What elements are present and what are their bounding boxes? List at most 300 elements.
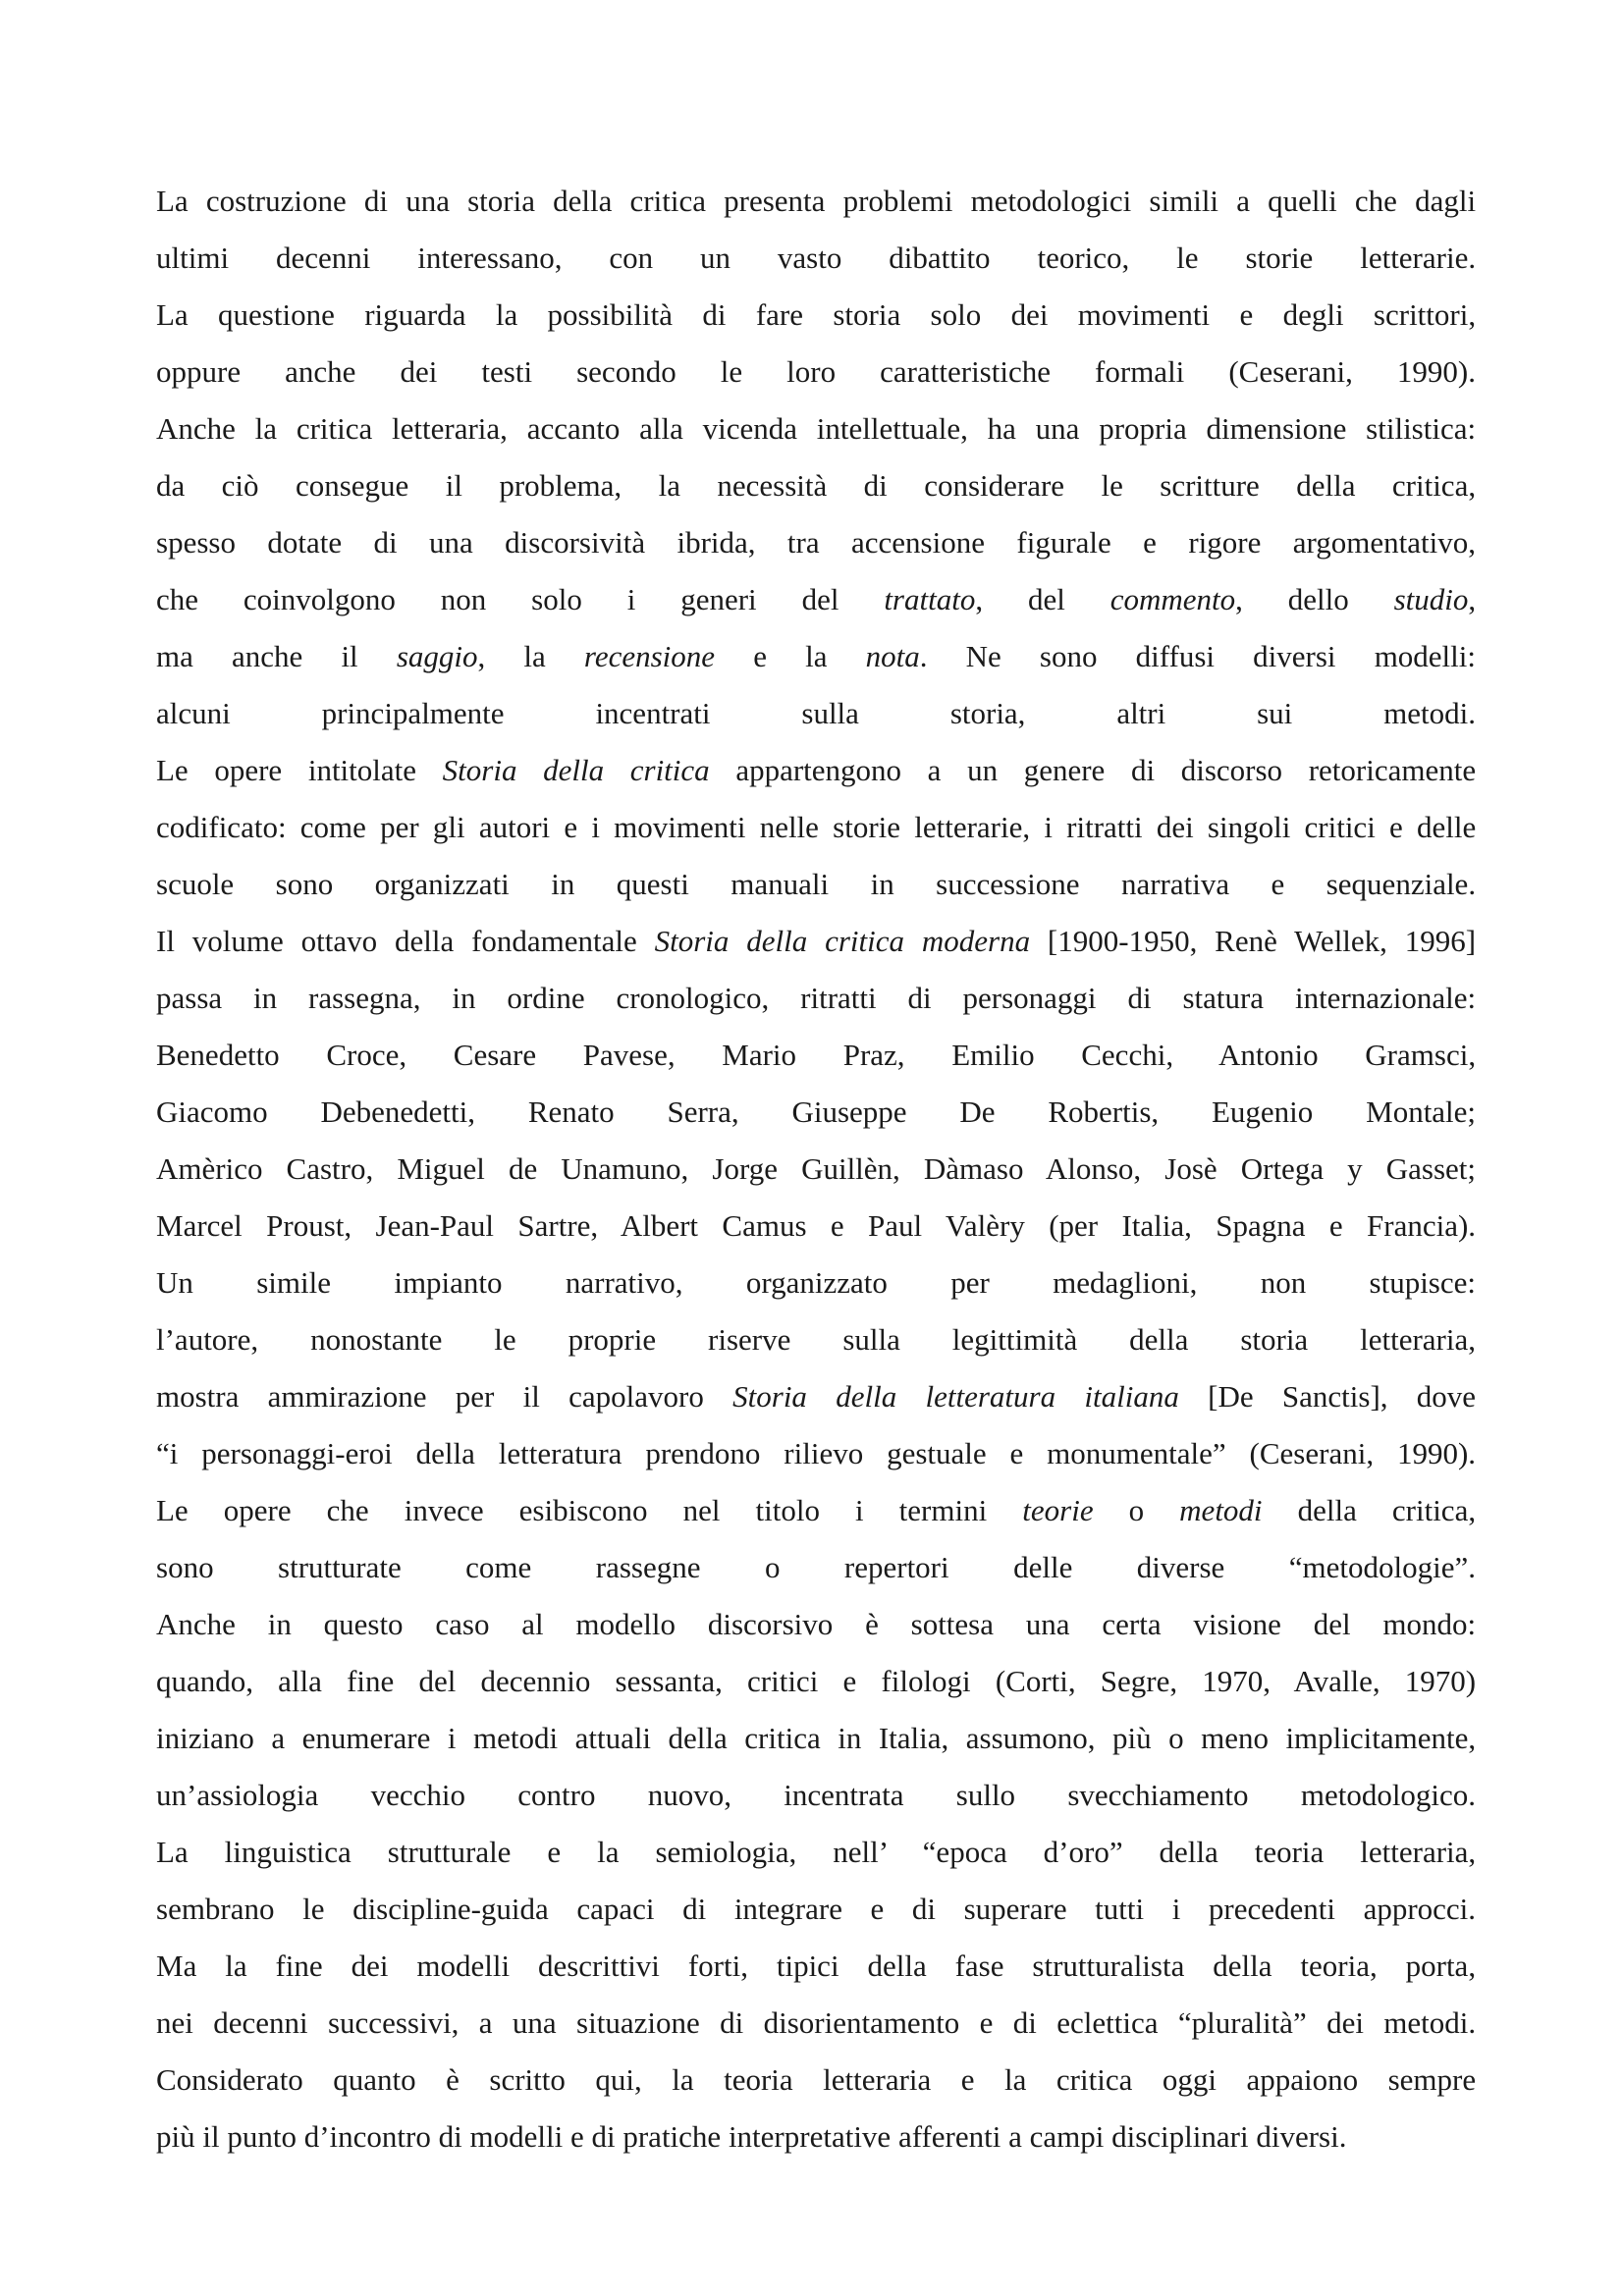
word: anche xyxy=(285,354,356,389)
text-line xyxy=(156,1425,1476,1482)
word: disorientamento xyxy=(763,2005,960,2040)
word: Spagna xyxy=(1216,1208,1306,1243)
word: del xyxy=(1027,582,1065,616)
word: nel xyxy=(682,1493,721,1527)
word: la xyxy=(1004,2062,1027,2097)
word: non xyxy=(1260,1265,1307,1300)
word: campi xyxy=(1029,2119,1105,2154)
word: riguarda xyxy=(364,297,466,332)
word: capolavoro xyxy=(568,1379,704,1414)
word: singoli xyxy=(1207,810,1291,844)
word: critica xyxy=(629,184,706,218)
word: strutturale xyxy=(387,1835,512,1869)
word: , xyxy=(975,582,984,616)
text-line xyxy=(156,230,1476,287)
word: e xyxy=(547,1835,562,1869)
word: legittimità xyxy=(951,1322,1078,1357)
word: problemi xyxy=(842,184,953,218)
word: meno xyxy=(1201,1721,1269,1755)
italic-word: Storia xyxy=(442,753,517,787)
word: vecchio xyxy=(370,1778,465,1812)
word: l’autore, xyxy=(156,1322,259,1357)
word: il xyxy=(522,1379,540,1414)
word: di xyxy=(591,2119,616,2154)
word: storia xyxy=(1240,1322,1309,1357)
word: e xyxy=(564,810,578,844)
word: sempre xyxy=(1387,2062,1477,2097)
word: del xyxy=(418,1664,457,1698)
word: storia xyxy=(467,184,535,218)
word: con xyxy=(609,240,654,275)
word: modelli xyxy=(469,2119,564,2154)
word: dimensione xyxy=(1206,411,1347,446)
italic-word: commento xyxy=(1109,582,1236,616)
word: questo xyxy=(323,1607,404,1641)
word: esibiscono xyxy=(518,1493,648,1527)
word: caratteristiche xyxy=(880,354,1051,389)
word: di xyxy=(438,2119,462,2154)
word: . xyxy=(919,639,928,673)
italic-word: studio xyxy=(1393,582,1469,616)
word: appaiono xyxy=(1246,2062,1359,2097)
italic-word: italiana xyxy=(1084,1379,1179,1414)
word: la xyxy=(597,1835,620,1869)
word: critica, xyxy=(1391,1493,1477,1527)
word: Cecchi, xyxy=(1081,1038,1174,1072)
word: le xyxy=(302,1892,325,1926)
word: la xyxy=(495,297,518,332)
word: punto xyxy=(227,2119,297,2154)
word: gli xyxy=(432,810,465,844)
word: Avalle, xyxy=(1293,1664,1380,1698)
word: intellettuale, xyxy=(816,411,968,446)
word: argomentativo, xyxy=(1292,525,1476,560)
word: sullo xyxy=(955,1778,1016,1812)
italic-word: della xyxy=(543,753,605,787)
word: Unamuno, xyxy=(561,1151,689,1186)
word: Jean-Paul xyxy=(375,1208,495,1243)
word: Renè xyxy=(1215,924,1277,958)
word: rassegne xyxy=(595,1550,701,1584)
word: di xyxy=(863,468,888,503)
word: fase xyxy=(954,1949,1004,1983)
word: il xyxy=(202,2119,220,2154)
word: letteraria, xyxy=(392,411,508,446)
word: un xyxy=(967,753,999,787)
text-line xyxy=(156,1311,1476,1368)
word: critica xyxy=(1055,2062,1133,2097)
word: Praz, xyxy=(842,1038,905,1072)
word: mostra xyxy=(156,1379,240,1414)
word: [1900-1950, xyxy=(1047,924,1198,958)
italic-word: critica xyxy=(825,924,905,958)
word: fare xyxy=(755,297,803,332)
word: Paul xyxy=(868,1208,923,1243)
word: critica, xyxy=(1391,468,1477,503)
word: una xyxy=(406,184,450,218)
word: Ortega xyxy=(1240,1151,1325,1186)
word: ammirazione xyxy=(267,1379,427,1414)
word: eclettica xyxy=(1056,2005,1159,2040)
word: è xyxy=(446,2062,460,2097)
word: storia xyxy=(833,297,901,332)
word: Amèrico xyxy=(156,1151,263,1186)
word: più xyxy=(156,2119,195,2154)
word: a xyxy=(1236,184,1250,218)
word: visione xyxy=(1193,1607,1281,1641)
word: Valèry xyxy=(945,1208,1025,1243)
word: fine xyxy=(275,1949,323,1983)
text-line xyxy=(156,1767,1476,1824)
word: Un xyxy=(156,1265,193,1300)
word: Eugenio xyxy=(1211,1095,1314,1129)
word: nell’ xyxy=(833,1835,887,1869)
word: Alonso, xyxy=(1045,1151,1142,1186)
word: approcci. xyxy=(1363,1892,1477,1926)
word: cronologico, xyxy=(616,981,770,1015)
word: e xyxy=(1328,1208,1343,1243)
word: per xyxy=(455,1379,495,1414)
word: svecchiamento xyxy=(1067,1778,1249,1812)
italic-word: teorie xyxy=(1022,1493,1094,1527)
word: e xyxy=(830,1208,844,1243)
word: discorsività xyxy=(505,525,646,560)
text-line xyxy=(156,628,1476,685)
word: Il xyxy=(156,924,175,958)
word: d’incontro xyxy=(303,2119,431,2154)
word: di xyxy=(363,184,389,218)
italic-word: Storia xyxy=(732,1379,807,1414)
word: la xyxy=(658,468,680,503)
word: Proust, xyxy=(266,1208,352,1243)
word: di xyxy=(1130,753,1156,787)
word: de xyxy=(508,1151,538,1186)
word: critici xyxy=(1304,810,1376,844)
word: metodi xyxy=(472,1721,559,1755)
word: Cesare xyxy=(453,1038,537,1072)
word: Renato xyxy=(527,1095,615,1129)
word: principalmente xyxy=(321,696,505,730)
text-line xyxy=(156,1482,1476,1539)
word: costruzione xyxy=(205,184,347,218)
word: decenni xyxy=(275,240,371,275)
word: altri xyxy=(1116,696,1166,730)
word: oggi xyxy=(1162,2062,1217,2097)
word: quando, xyxy=(156,1664,254,1698)
word: proprie xyxy=(568,1322,657,1357)
word: dello xyxy=(1287,582,1349,616)
word: sulla xyxy=(842,1322,900,1357)
word: una xyxy=(1025,1607,1070,1641)
word: scritture xyxy=(1160,468,1260,503)
word: medaglioni, xyxy=(1053,1265,1198,1300)
word: necessità xyxy=(717,468,828,503)
word: e xyxy=(1271,867,1285,901)
word: Debenedetti, xyxy=(320,1095,475,1129)
word: ordine xyxy=(507,981,585,1015)
text-line xyxy=(156,970,1476,1027)
word: sui xyxy=(1257,696,1293,730)
word: forti, xyxy=(687,1949,748,1983)
word: Albert xyxy=(620,1208,699,1243)
word: della xyxy=(668,1721,728,1755)
word: narrativa xyxy=(1120,867,1230,901)
word: le xyxy=(494,1322,516,1357)
word: dei xyxy=(1010,297,1049,332)
italic-word: letteratura xyxy=(925,1379,1056,1414)
text-line xyxy=(156,1653,1476,1710)
word: Giuseppe xyxy=(791,1095,907,1129)
word: incentrata xyxy=(784,1778,904,1812)
word: della xyxy=(867,1949,927,1983)
word: certa xyxy=(1102,1607,1162,1641)
word: spesso xyxy=(156,525,236,560)
word: strutturate xyxy=(278,1550,402,1584)
word: letteraria, xyxy=(1360,1322,1476,1357)
word: Wellek, xyxy=(1294,924,1387,958)
word: dei xyxy=(1156,810,1194,844)
word: contro xyxy=(517,1778,596,1812)
word: ottavo xyxy=(300,924,378,958)
word: Marcel xyxy=(156,1208,243,1243)
word: al xyxy=(521,1607,544,1641)
text-line xyxy=(156,287,1476,344)
word: sono xyxy=(1039,639,1098,673)
word: loro xyxy=(786,354,837,389)
word: La xyxy=(156,1835,189,1869)
word: Serra, xyxy=(667,1095,739,1129)
word: Josè xyxy=(1164,1151,1217,1186)
word: una xyxy=(429,525,473,560)
word: intitolate xyxy=(307,753,417,787)
word: una xyxy=(512,2005,557,2040)
word: le xyxy=(1176,240,1199,275)
word: e xyxy=(1389,810,1403,844)
word: sono xyxy=(156,1550,214,1584)
word: e xyxy=(960,2062,975,2097)
word: 1990). xyxy=(1396,1436,1477,1470)
word: afferenti xyxy=(897,2119,1001,2154)
word: sulla xyxy=(801,696,859,730)
text-line xyxy=(156,1368,1476,1425)
word: disciplinari xyxy=(1111,2119,1249,2154)
word: Dàmaso xyxy=(923,1151,1024,1186)
text-line xyxy=(156,1539,1476,1596)
word: in xyxy=(452,981,476,1015)
word: integrare xyxy=(733,1892,842,1926)
text-line xyxy=(156,913,1476,970)
word: Castro, xyxy=(286,1151,374,1186)
word: un’assiologia xyxy=(156,1778,319,1812)
word: e xyxy=(569,2119,584,2154)
word: coinvolgono xyxy=(243,582,396,616)
word: il xyxy=(445,468,462,503)
word: e xyxy=(842,1664,857,1698)
word: Guillèn, xyxy=(801,1151,900,1186)
word: e xyxy=(1143,525,1157,560)
word: retoricamente xyxy=(1308,753,1477,787)
word: di xyxy=(1012,2005,1037,2040)
word: Le xyxy=(156,1493,189,1527)
word: e xyxy=(753,639,767,673)
word: letteratura xyxy=(498,1436,622,1470)
word: secondo xyxy=(576,354,676,389)
word: la xyxy=(523,639,546,673)
word: decennio xyxy=(480,1664,591,1698)
word: semiologia, xyxy=(655,1835,797,1869)
word: quanto xyxy=(333,2062,416,2097)
word: propria xyxy=(1099,411,1187,446)
word: della xyxy=(1297,1493,1357,1527)
word: in xyxy=(267,1607,292,1641)
word: consegue xyxy=(295,468,409,503)
word: scuole xyxy=(156,867,235,901)
word: De xyxy=(959,1095,996,1129)
word: letterarie. xyxy=(1360,240,1477,275)
text-line xyxy=(156,457,1476,514)
word: vicenda xyxy=(702,411,798,446)
word: Antonio xyxy=(1218,1038,1319,1072)
word: (Ceserani, xyxy=(1228,354,1353,389)
word: opere xyxy=(214,753,283,787)
word: questione xyxy=(218,297,335,332)
word: narrativo, xyxy=(565,1265,683,1300)
word: come xyxy=(465,1550,532,1584)
word: ma xyxy=(156,639,193,673)
italic-word: della xyxy=(836,1379,897,1414)
word: linguistica xyxy=(224,1835,352,1869)
word: teoria xyxy=(724,2062,793,2097)
word: un xyxy=(700,240,731,275)
word: interpretative xyxy=(728,2119,892,2154)
word: pratiche xyxy=(622,2119,722,2154)
word: fine xyxy=(347,1664,395,1698)
word: alcuni xyxy=(156,696,231,730)
word: Croce, xyxy=(326,1038,407,1072)
word: Considerato xyxy=(156,2062,303,2097)
word: “epoca xyxy=(922,1835,1007,1869)
word: i xyxy=(591,810,600,844)
word: 1990). xyxy=(1396,354,1476,389)
word: solo xyxy=(531,582,582,616)
word: la xyxy=(672,2062,694,2097)
word: Benedetto xyxy=(156,1038,280,1072)
text-line xyxy=(156,799,1476,856)
text-line xyxy=(156,2052,1476,2109)
word: una xyxy=(1035,411,1080,446)
word: dei xyxy=(1326,2005,1364,2040)
word: il xyxy=(341,639,358,673)
word: la xyxy=(225,1949,247,1983)
word: ha xyxy=(987,411,1016,446)
word: per xyxy=(950,1265,990,1300)
word: 1970, xyxy=(1202,1664,1271,1698)
word: da xyxy=(156,468,186,503)
word: tutti xyxy=(1095,1892,1145,1926)
text-line xyxy=(156,685,1476,742)
word: dibattito xyxy=(889,240,991,275)
text-line xyxy=(156,1084,1476,1141)
word: “metodologie”. xyxy=(1288,1550,1477,1584)
word: più xyxy=(1111,1721,1152,1755)
word: diverse xyxy=(1136,1550,1225,1584)
word: di xyxy=(373,525,398,560)
word: 1970) xyxy=(1404,1664,1477,1698)
word: decenni xyxy=(213,2005,308,2040)
word: critica xyxy=(296,411,373,446)
word: gestuale xyxy=(887,1436,987,1470)
word: in xyxy=(838,1721,862,1755)
word: degli xyxy=(1282,297,1344,332)
word: delle xyxy=(1416,810,1477,844)
word: letteraria, xyxy=(1360,1835,1477,1869)
word: della xyxy=(1213,1949,1272,1983)
italic-word: metodi xyxy=(1179,1493,1263,1527)
word: volume xyxy=(191,924,284,958)
word: , xyxy=(1468,582,1477,616)
text-line xyxy=(156,1710,1476,1767)
word: letteraria xyxy=(823,2062,932,2097)
word: nuovo, xyxy=(647,1778,731,1812)
text-line xyxy=(156,742,1476,799)
word: superare xyxy=(963,1892,1067,1926)
word: a xyxy=(927,753,942,787)
word: formali xyxy=(1095,354,1185,389)
word: a xyxy=(1008,2119,1022,2154)
word: possibilità xyxy=(547,297,673,332)
text-line xyxy=(156,1995,1476,2052)
word: metodi. xyxy=(1383,696,1477,730)
word: prendono xyxy=(645,1436,761,1470)
word: le xyxy=(1101,468,1123,503)
word: qui, xyxy=(595,2062,642,2097)
word: Giacomo xyxy=(156,1095,268,1129)
text-line xyxy=(156,856,1476,913)
word: Montale; xyxy=(1366,1095,1477,1129)
text-line xyxy=(156,1255,1476,1311)
word: personaggi-eroi xyxy=(201,1436,393,1470)
word: Anche xyxy=(156,411,236,446)
word: storie xyxy=(1245,240,1314,275)
body-text xyxy=(156,173,1476,2165)
word: i xyxy=(855,1493,864,1527)
word: Pavese, xyxy=(582,1038,676,1072)
word: personaggi xyxy=(962,981,1097,1015)
word: invece xyxy=(404,1493,484,1527)
word: filologi xyxy=(881,1664,971,1698)
word: opere xyxy=(223,1493,292,1527)
word: della xyxy=(1129,1322,1189,1357)
word: situazione xyxy=(576,2005,700,2040)
word: incentrati xyxy=(595,696,711,730)
italic-word: della xyxy=(746,924,808,958)
word: di xyxy=(911,1892,937,1926)
word: e xyxy=(1009,1436,1024,1470)
word: storia, xyxy=(949,696,1026,730)
text-line xyxy=(156,1027,1476,1084)
text-line xyxy=(156,514,1476,571)
word: iniziano xyxy=(156,1721,254,1755)
word: Segre, xyxy=(1100,1664,1178,1698)
italic-word: trattato xyxy=(884,582,976,616)
word: Sanctis], xyxy=(1281,1379,1388,1414)
word: La xyxy=(156,184,189,218)
word: interessano, xyxy=(417,240,563,275)
word: metodologico. xyxy=(1300,1778,1477,1812)
text-line xyxy=(156,1938,1476,1995)
word: , xyxy=(1235,582,1243,616)
text-line xyxy=(156,1141,1476,1198)
